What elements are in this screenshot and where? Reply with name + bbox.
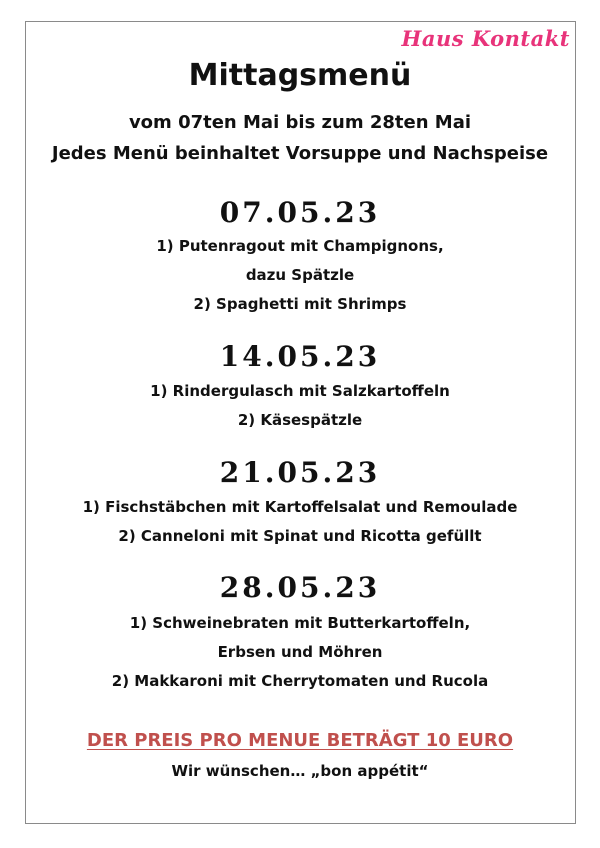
day-date: 14.05.23 [219, 340, 381, 373]
dish-line: 2) Canneloni mit Spinat und Ricotta gefüllt [118, 527, 482, 545]
dish-line: 2) Spaghetti mit Shrimps [193, 295, 407, 313]
date-range: vom 07ten Mai bis zum 28ten Mai [128, 112, 472, 133]
dish-line: 1) Schweinebraten mit Butterkartoffeln, [129, 614, 471, 632]
dish-line: Erbsen und Möhren [217, 643, 383, 661]
dish-line: 1) Rindergulasch mit Salzkartoffeln [150, 382, 450, 400]
dish-line: 1) Putenragout mit Champignons, [156, 237, 444, 255]
brand-logo: Haus Kontakt [401, 26, 570, 51]
closing-wish: Wir wünschen… „bon appétit“ [171, 762, 429, 780]
day-date: 28.05.23 [219, 571, 381, 604]
page-title: Mittagsmenü [188, 58, 412, 93]
day-date: 21.05.23 [219, 456, 381, 489]
price-notice: DER PREIS PRO MENUE BETRÄGT 10 EURO [86, 730, 514, 751]
dish-line: 2) Makkaroni mit Cherrytomaten und Rucola [111, 672, 489, 690]
menu-note: Jedes Menü beinhaltet Vorsuppe und Nachspeise [51, 143, 549, 164]
dish-line: dazu Spätzle [245, 266, 355, 284]
dish-line: 2) Käsespätzle [237, 411, 363, 429]
dish-line: 1) Fischstäbchen mit Kartoffelsalat und Remoulade [82, 498, 518, 516]
day-date: 07.05.23 [219, 196, 381, 229]
